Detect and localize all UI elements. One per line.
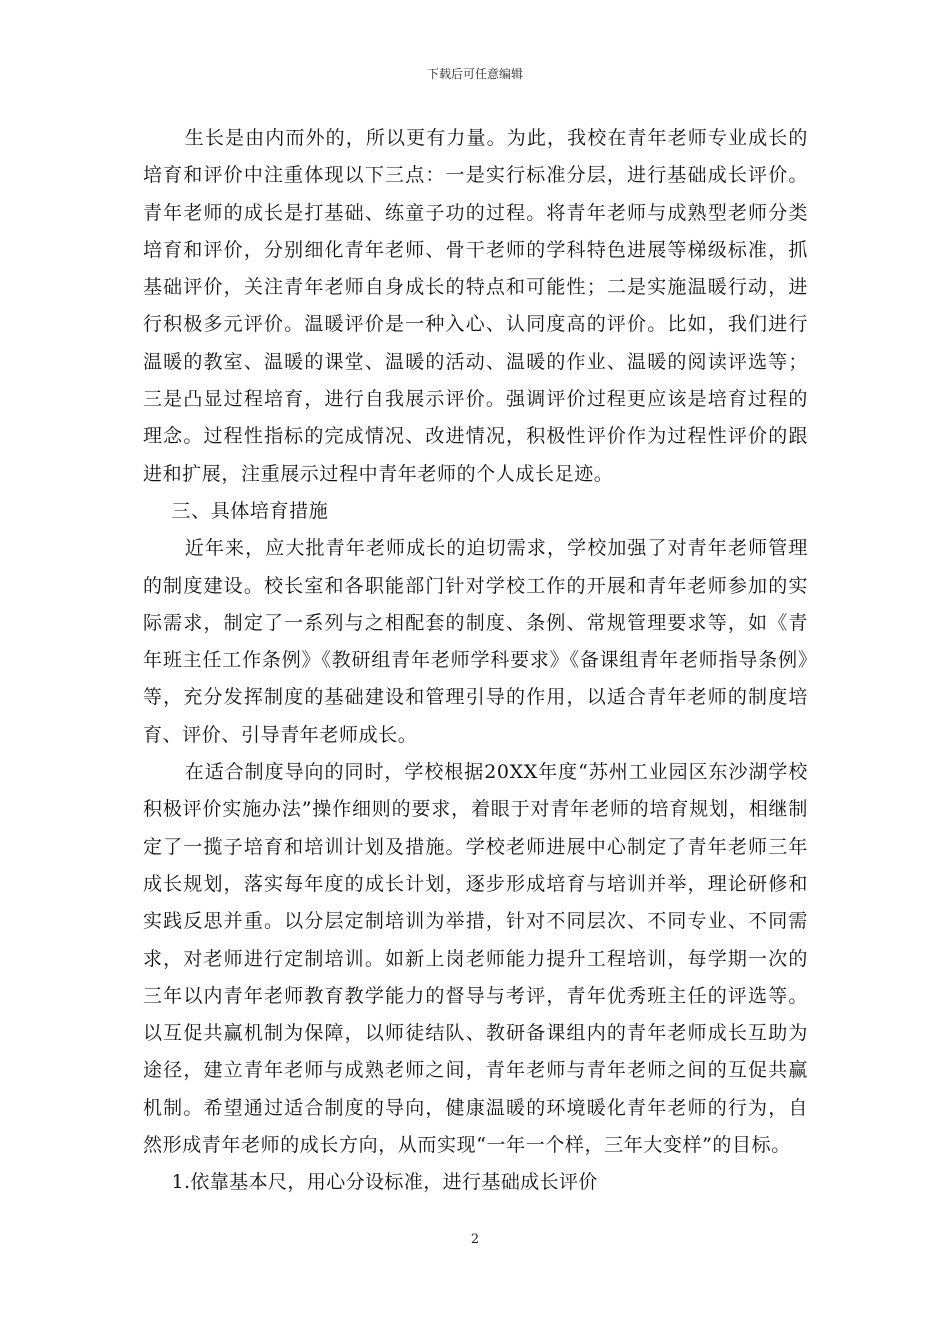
document-body xyxy=(143,120,808,1202)
body-paragraph: 在适合制度导向的同时，学校根据20XX年度“苏州工业园区东沙湖学校积极评价实施办法”操作细则的要求，着眼于对青年老师的培育规划，相继制定了一揽子培育和培训计划及措施。学校老师进展中心制定了青年老师三年成长规划，落实每年度的成长计划，逐步形成培育与培训并举，理论研修和实践反思并重。以分层定制培训为举措，针对不同层次、不同专业、不同需求，对老师进行定制培训。如新上岗老师能力提升工程培训，每学期一次的三年以内青年老师教育教学能力的督导与考评，青年优秀班主任的评选等。以互促共赢机制为保障，以师徒结队、教研备课组内的青年老师成长互助为途径，建立青年老师与成熟老师之间，青年老师与青年老师之间的互促共赢机制。希望通过适合制度的导向，健康温暖的环境暖化青年老师的行为，自然形成青年老师的成长方向，从而实现“一年一个样，三年大变样”的目标。 xyxy=(143,761,808,1157)
page-number: 2 xyxy=(470,1232,480,1247)
section-heading: 三、具体培育措施 xyxy=(171,499,329,522)
body-paragraph: 生长是由内而外的，所以更有力量。为此，我校在青年老师专业成长的培育和评价中注重体现以下三点：一是实行标准分层，进行基础成长评价。青年老师的成长是打基础、练童子功的过程。将青年老师与成熟型老师分类培育和评价，分别细化青年老师、骨干老师的学科特色进展等梯级标准，抓基础评价，关注青年老师自身成长的特点和可能性；二是实施温暖行动，进行积极多元评价。温暖评价是一种入心、认同度高的评价。比如，我们进行温暖的教室、温暖的课堂、温暖的活动、温暖的作业、温暖的阅读评选等；三是凸显过程培育，进行自我展示评价。强调评价过程更应该是培育过程的理念。过程性指标的完成情况、改进情况，积极性评价作为过程性评价的跟进和扩展，注重展示过程中青年老师的个人成长足迹。 xyxy=(143,127,808,485)
page-header: 下载后可任意编辑 xyxy=(426,67,523,81)
body-paragraph: 近年来，应大批青年老师成长的迫切需求，学校加强了对青年老师管理的制度建设。校长室和各职能部门针对学校工作的开展和青年老师参加的实际需求，制定了一系列与之相配套的制度、条例、常规管理要求等，如《青年班主任工作条例》《教研组青年老师学科要求》《备课组青年老师指导条例》等，充分发挥制度的基础建设和管理引导的作用，以适合青年老师的制度培育、评价、引导青年老师成长。 xyxy=(143,537,808,746)
subsection-heading: 1.依靠基本尺，用心分设标准，进行基础成长评价 xyxy=(171,1171,598,1194)
